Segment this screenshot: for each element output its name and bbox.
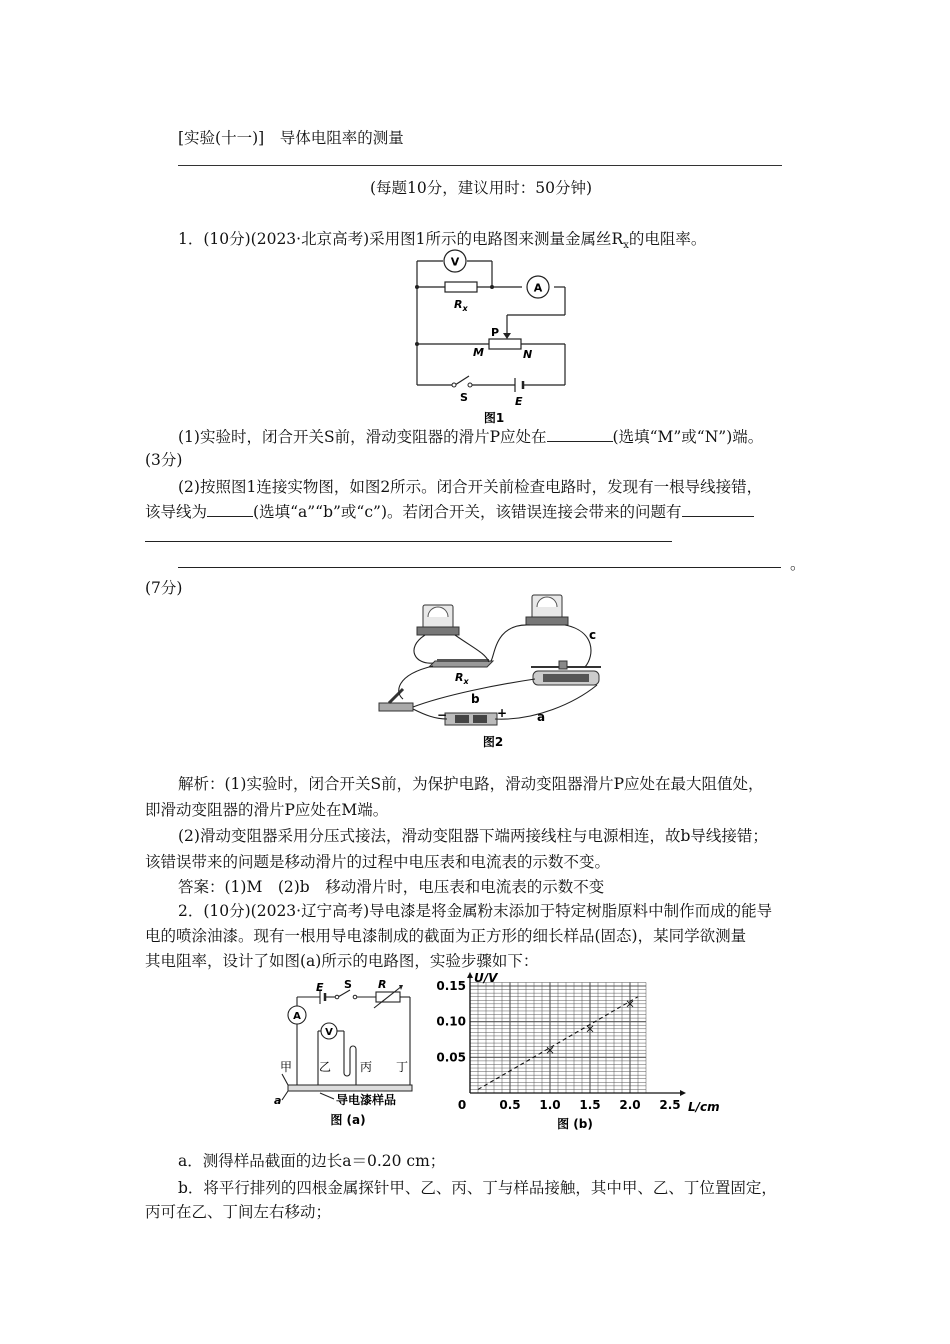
page-subtitle: (每题10分，建议用时：50分钟) bbox=[370, 179, 593, 197]
rheostat-device-icon bbox=[531, 661, 601, 685]
resistor-board-icon bbox=[429, 659, 493, 667]
figa-label-jia: 甲 bbox=[280, 1060, 293, 1074]
x-tick-label: 0.5 bbox=[499, 1098, 521, 1112]
figure-2-caption: 图2 bbox=[482, 735, 504, 749]
y-tick-label: 0.05 bbox=[436, 1050, 466, 1065]
figa-label-s: S bbox=[344, 978, 352, 991]
figure-a-circuit bbox=[270, 975, 430, 1137]
voltmeter-device-icon bbox=[417, 605, 459, 635]
figure-b-caption: 图 (b) bbox=[557, 1117, 593, 1131]
figa-label-ding: 丁 bbox=[396, 1060, 409, 1074]
q2-step-a: a．测得样品截面的边长a＝0.20 cm； bbox=[178, 1152, 446, 1170]
x-axis-arrow-icon bbox=[680, 1090, 686, 1096]
q1-part2-text: 该导线为 bbox=[145, 503, 208, 521]
fig1-label-rx: $R_x$ bbox=[454, 298, 468, 313]
x-tick-label: 2.5 bbox=[659, 1098, 681, 1112]
title-divider bbox=[178, 165, 782, 166]
q1-analysis-1a: 解析：(1)实验时，闭合开关S前，为保护电路，滑动变阻器滑片P应处在最大阻值处， bbox=[178, 775, 764, 793]
svg-text:V: V bbox=[450, 255, 460, 269]
q1-answer-end-mark: 。 bbox=[790, 555, 806, 573]
fig1-label-m: M bbox=[473, 346, 484, 359]
switch-device-icon bbox=[379, 689, 413, 711]
q2-stem-line2: 电的喷涂油漆。现有一根用导电漆制成的截面为正方形的细长样品(固态)，某同学欲测量 bbox=[145, 927, 747, 945]
figa-label-sample: 导电漆样品 bbox=[336, 1093, 397, 1107]
figa-label-a: a bbox=[274, 1094, 282, 1107]
q1-answer: 答案：(1)M (2)b 移动滑片时，电压表和电流表的示数不变 bbox=[178, 878, 605, 896]
page-title: [实验(十一)] 导体电阻率的测量 bbox=[178, 129, 404, 147]
battery-device-icon bbox=[445, 713, 497, 725]
q1-analysis-2a: (2)滑动变阻器采用分压式接法，滑动变阻器下端两接线柱与电源相连，故b导线接错； bbox=[178, 827, 768, 845]
q1-part1-text: (1)实验时，闭合开关S前，滑动变阻器的滑片P应处在 bbox=[178, 428, 547, 446]
q1-part2-line1: (2)按照图1连接实物图，如图2所示。闭合开关前检查电路时，发现有一根导线接错， bbox=[178, 478, 763, 496]
fig1-label-p: P bbox=[491, 326, 500, 339]
fig2-label-minus: − bbox=[437, 708, 448, 722]
voltmeter-icon bbox=[444, 250, 466, 272]
y-axis-arrow-icon bbox=[467, 972, 473, 978]
figure-a-caption: 图 (a) bbox=[330, 1113, 366, 1127]
figa-label-bing: 丙 bbox=[360, 1060, 373, 1074]
q1-part2-line2 bbox=[145, 500, 754, 523]
figure-1-circuit bbox=[405, 245, 580, 427]
ammeter-icon bbox=[527, 276, 549, 298]
figure-b-chart bbox=[436, 971, 730, 1137]
figa-label-r: R bbox=[378, 978, 387, 991]
svg-text:A: A bbox=[293, 1011, 301, 1022]
q1-part2-choice: (选填“a”“b”或“c”)。若闭合开关，该错误连接会带来的问题有 bbox=[253, 503, 682, 521]
x-tick-label: 1.5 bbox=[579, 1098, 601, 1112]
fig2-label-plus: + bbox=[497, 706, 508, 720]
q1-stem-text: 1．(10分)(2023·北京高考)采用图1所示的电路图来测量金属丝R bbox=[178, 230, 624, 248]
voltmeter-icon bbox=[321, 1023, 337, 1039]
q1-answer-line-1[interactable] bbox=[145, 541, 672, 542]
x-tick-label: 2.0 bbox=[619, 1098, 641, 1112]
fig2-label-b: b bbox=[471, 692, 480, 706]
q1-part1 bbox=[178, 425, 763, 448]
figure-1-caption: 图1 bbox=[483, 411, 505, 425]
q1-part1-choice: (选填“M”或“N”)端。 bbox=[612, 428, 764, 446]
chart-grid bbox=[470, 982, 646, 1093]
q1-analysis-1b: 即滑动变阻器的滑片P应处在M端。 bbox=[145, 801, 389, 819]
q2-stem-line3: 其电阻率，设计了如图(a)所示的电路图，实验步骤如下： bbox=[145, 952, 539, 970]
ammeter-device-icon bbox=[526, 595, 568, 625]
q1-part1-score: (3分) bbox=[145, 451, 183, 469]
q2-step-b-line2: 丙可在乙、丁间左右移动； bbox=[145, 1203, 332, 1221]
y-tick-label: 0.15 bbox=[436, 979, 466, 993]
fig2-label-rx: $R_x$ bbox=[455, 671, 469, 686]
q1-part1-blank[interactable] bbox=[547, 425, 613, 442]
fig1-label-s: S bbox=[460, 391, 468, 404]
q2-stem-line1: 2．(10分)(2023·辽宁高考)导电漆是将金属粉末添加于特定树脂原料中制作而成的能导 bbox=[178, 902, 773, 920]
q1-stem-sub: x bbox=[623, 240, 629, 252]
q1-part2-blank-wire[interactable] bbox=[207, 500, 253, 517]
x-tick-label: 0 bbox=[457, 1098, 467, 1112]
chart-tick-labels bbox=[436, 979, 680, 1112]
figure-2-physical-setup bbox=[375, 593, 615, 753]
q2-step-b-line1: b．将平行排列的四根金属探针甲、乙、丙、丁与样品接触，其中甲、乙、丁位置固定， bbox=[178, 1179, 777, 1197]
x-tick-label: 1.0 bbox=[539, 1098, 561, 1112]
fig2-label-a: a bbox=[537, 710, 546, 724]
fig1-label-n: N bbox=[523, 348, 533, 361]
q1-analysis-2b: 该错误带来的问题是移动滑片的过程中电压表和电流表的示数不变。 bbox=[145, 853, 611, 871]
sample-bar bbox=[288, 1085, 412, 1091]
fig1-label-e: E bbox=[515, 395, 523, 408]
chart-x-axis-label: L/cm bbox=[688, 1100, 720, 1114]
q1-part2-blank-problem[interactable] bbox=[682, 500, 754, 517]
ammeter-icon bbox=[288, 1006, 306, 1024]
figa-label-e: E bbox=[316, 981, 324, 994]
y-tick-label: 0.10 bbox=[436, 1014, 466, 1029]
svg-text:V: V bbox=[325, 1027, 333, 1038]
slider-arrow-icon bbox=[503, 333, 511, 339]
q1-part2-score: (7分) bbox=[145, 579, 183, 597]
svg-text:A: A bbox=[533, 281, 543, 295]
q1-answer-line-2[interactable] bbox=[178, 567, 781, 568]
chart-y-axis-label: U/V bbox=[474, 971, 498, 985]
figa-label-yi: 乙 bbox=[319, 1060, 332, 1074]
fig2-label-c: c bbox=[589, 628, 597, 642]
q1-stem-tail: 的电阻率。 bbox=[628, 230, 707, 248]
